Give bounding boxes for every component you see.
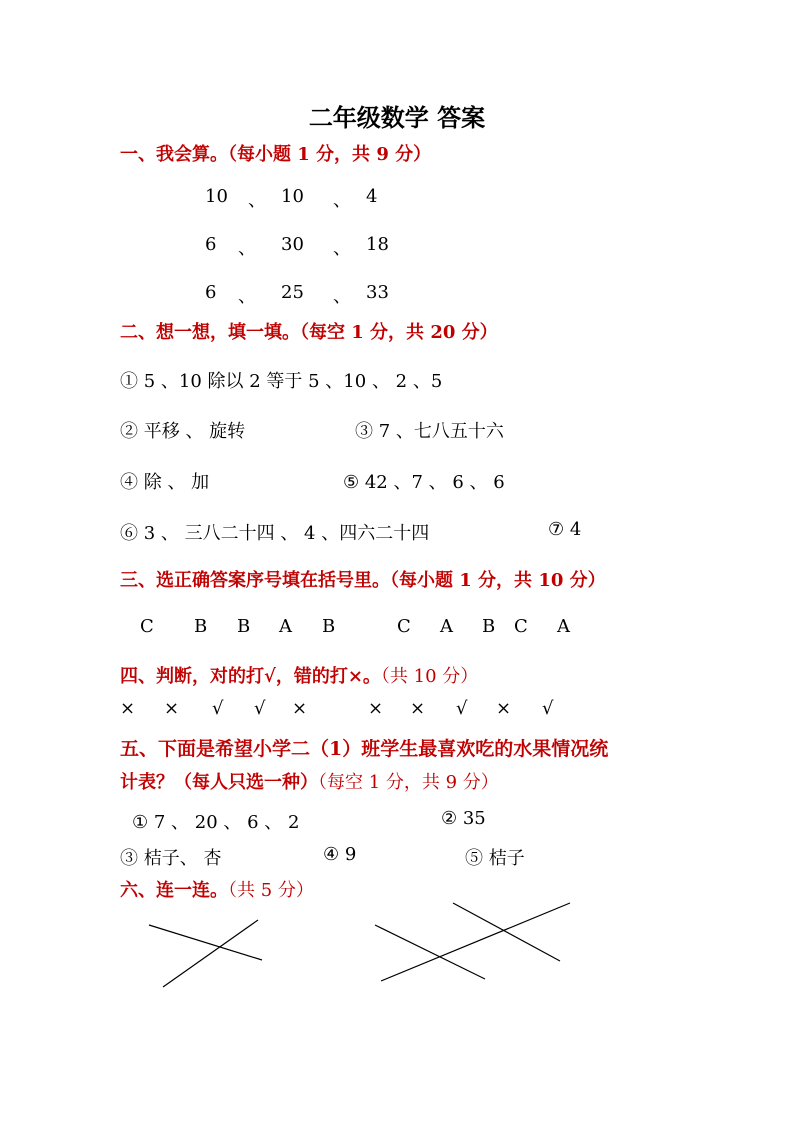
s2-line4-right: ⑦ 4 xyxy=(548,519,582,540)
s1-r3-c3: 33 xyxy=(366,282,389,303)
s5-line1-left: ① 7 、 20 、 6 、 2 xyxy=(132,812,300,833)
s5-line2-mid: ④ 9 xyxy=(323,844,357,865)
section-5-heading-text: 计表？（每人只选一种） xyxy=(120,772,318,793)
section-6-points: （共 5 分） xyxy=(228,880,314,901)
s1-r1-c3: 4 xyxy=(366,186,378,207)
section-3-heading: 三、选正确答案序号填在括号里。（每小题 1 分，共 10 分） xyxy=(120,570,606,591)
s1-r2-c1: 6 xyxy=(205,234,217,255)
s3-answer-10: A xyxy=(557,616,570,637)
section-5-points: （每空 1 分，共 9 分） xyxy=(318,772,499,793)
section-6-heading-text: 六、连一连。 xyxy=(120,880,228,901)
s1-r3-sep1: 、 xyxy=(238,286,256,307)
s1-r2-c2: 30 xyxy=(281,234,304,255)
s3-answer-2: B xyxy=(194,616,208,637)
s3-answer-7: A xyxy=(440,616,453,637)
s3-answer-6: C xyxy=(397,616,411,637)
connect-line-4 xyxy=(453,903,560,961)
s3-answer-8: B xyxy=(482,616,496,637)
s4-mark-7: × xyxy=(410,698,426,719)
s2-line1: ① 5 、10 除以 2 等于 5 、10 、 2 、5 xyxy=(120,371,443,392)
connect-line-2 xyxy=(163,920,258,987)
connect-line-1 xyxy=(149,925,262,960)
s1-r1-sep1: 、 xyxy=(248,190,266,211)
s3-answer-4: A xyxy=(279,616,292,637)
s4-mark-10: √ xyxy=(542,698,554,719)
s1-r1-sep2: 、 xyxy=(333,190,351,211)
s1-r1-c1: 10 xyxy=(205,186,228,207)
section-4-heading-text: 四、判断，对的打√，错的打×。 xyxy=(120,666,381,687)
section-4-points: （共 10 分） xyxy=(380,666,479,687)
page-title: 二年级数学 答案 xyxy=(308,103,486,132)
s1-r3-sep2: 、 xyxy=(333,286,351,307)
s1-r2-sep2: 、 xyxy=(333,238,351,259)
section-2-heading: 二、想一想，填一填。（每空 1 分，共 20 分） xyxy=(120,322,498,343)
s4-mark-3: √ xyxy=(212,698,224,719)
s4-mark-4: √ xyxy=(254,698,266,719)
connect-line-3 xyxy=(375,925,485,979)
s3-answer-5: B xyxy=(322,616,336,637)
s5-line2-right: ⑤ 桔子 xyxy=(465,848,525,869)
s1-r1-c2: 10 xyxy=(281,186,304,207)
s4-mark-9: × xyxy=(496,698,512,719)
s4-mark-6: × xyxy=(368,698,384,719)
section-5-heading-line1: 五、下面是希望小学二（1）班学生最喜欢吃的水果情况统 xyxy=(120,738,609,760)
s4-mark-5: × xyxy=(292,698,308,719)
s1-r2-c3: 18 xyxy=(366,234,389,255)
s2-line2-left: ② 平移 、 旋转 xyxy=(120,421,246,442)
s5-line1-right: ② 35 xyxy=(441,808,486,829)
s2-line2-right: ③ 7 、七八五十六 xyxy=(355,421,504,442)
s4-mark-1: × xyxy=(120,698,136,719)
s2-line3-left: ④ 除 、 加 xyxy=(120,472,210,493)
s3-answer-1: C xyxy=(140,616,154,637)
s1-r2-sep1: 、 xyxy=(238,238,256,259)
s3-answer-3: B xyxy=(237,616,251,637)
s1-r3-c1: 6 xyxy=(205,282,217,303)
s2-line3-right: ⑤ 42 、7 、 6 、 6 xyxy=(343,472,505,493)
s4-mark-8: √ xyxy=(456,698,468,719)
s5-line2-left: ③ 桔子、 杏 xyxy=(120,848,222,869)
s2-line4-left: ⑥ 3 、 三八二十四 、 4 、四六二十四 xyxy=(120,523,430,544)
s3-answer-9: C xyxy=(514,616,528,637)
s1-r3-c2: 25 xyxy=(281,282,304,303)
section-1-heading: 一、我会算。（每小题 1 分，共 9 分） xyxy=(120,144,432,165)
s4-mark-2: × xyxy=(164,698,180,719)
